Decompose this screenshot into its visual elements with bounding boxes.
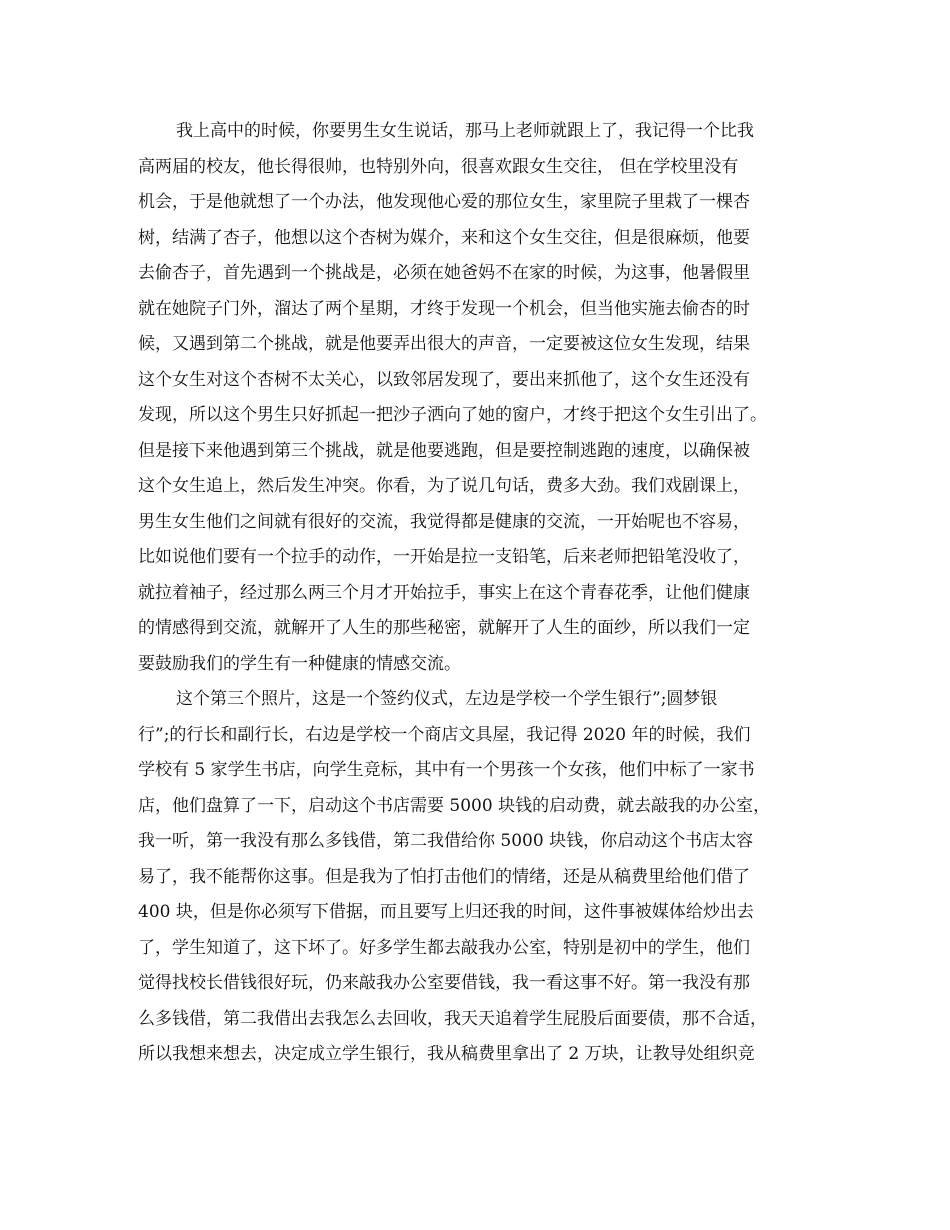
- text-line: 的情感得到交流，就解开了人生的那些秘密，就解开了人生的面纱，所以我们一定: [138, 618, 750, 638]
- text-line: 我一听，第一我没有那么多钱借，第二我借给你 5000 块钱，你启动这个书店太容: [138, 831, 754, 851]
- text-line: 学校有 5 家学生书店，向学生竞标，其中有一个男孩一个女孩，他们中标了一家书: [138, 760, 755, 780]
- document-body: [138, 114, 828, 1073]
- text-line: 高两届的校友，他长得很帅，也特别外向，很喜欢跟女生交往， 但在学校里没有: [138, 156, 739, 177]
- text-line: 店，他们盘算了一下，启动这个书店需要 5000 块钱的启动费，就去敲我的办公室，: [138, 795, 771, 816]
- text-line: 树，结满了杏子，他想以这个杏树为媒介，来和这个女生交往，但是很麻烦，他要: [138, 227, 750, 248]
- text-line: 易了，我不能帮你这事。但是我为了怕打击他们的情绪，还是从稿费里给他们借了: [138, 866, 750, 887]
- text-line: 要鼓励我们的学生有一种健康的情感交流。: [138, 653, 461, 674]
- text-line: 所以我想来想去，决定成立学生银行，我从稿费里拿出了 2 万块，让教导处组织竞: [138, 1044, 755, 1064]
- text-line: 就在她院子门外，溜达了两个星期，才终于发现一个机会，但当他实施去偷杏的时: [138, 298, 750, 319]
- text-line: 觉得找校长借钱很好玩，仍来敲我办公室要借钱，我一看这事不好。第一我没有那: [138, 973, 750, 993]
- text-line: 发现，所以这个男生只好抓起一把沙子洒向了她的窗户，才终于把这个女生引出了。: [138, 405, 767, 425]
- text-line: 这个第三个照片，这是一个签约仪式，左边是学校一个学生银行”;圆梦银: [176, 689, 718, 709]
- text-line: 了，学生知道了，这下坏了。好多学生都去敲我办公室，特别是初中的学生，他们: [138, 937, 750, 958]
- text-line: 400 块，但是你必须写下借据，而且要写上归还我的时间，这件事被媒体给炒出去: [138, 902, 754, 922]
- text-line: 比如说他们要有一个拉手的动作，一开始是拉一支铅笔，后来老师把铅笔没收了，: [138, 547, 750, 567]
- text-line: 我上高中的时候，你要男生女生说话，那马上老师就跟上了，我记得一个比我: [176, 121, 754, 141]
- text-line: 男生女生他们之间就有很好的交流，我觉得都是健康的交流，一开始呢也不容易，: [138, 511, 750, 532]
- text-line: 么多钱借，第二我借出去我怎么去回收，我天天追着学生屁股后面要债，那不合适，: [138, 1008, 767, 1029]
- text-line: 这个女生追上，然后发生冲突。你看，为了说几句话，费多大劲。我们戏剧课上，: [138, 476, 750, 496]
- text-line: 但是接下来他遇到第三个挑战，就是他要逃跑，但是要控制逃跑的速度，以确保被: [138, 440, 750, 461]
- text-line: 候，又遇到第二个挑战，就是他要弄出很大的声音，一定要被这位女生发现，结果: [138, 334, 750, 354]
- text-line: 去偷杏子，首先遇到一个挑战是，必须在她爸妈不在家的时候，为这事，他暑假里: [138, 263, 750, 283]
- text-line: 这个女生对这个杏树不太关心，以致邻居发现了，要出来抓他了，这个女生还没有: [138, 369, 750, 390]
- text-line: 行”;的行长和副行长，右边是学校一个商店文具屋，我记得 2020 年的时候，我们: [138, 724, 751, 745]
- text-line: 就拉着袖子，经过那么两三个月才开始拉手，事实上在这个青春花季，让他们健康: [138, 582, 750, 603]
- text-line: 机会，于是他就想了一个办法，他发现他心爱的那位女生，家里院子里栽了一棵杏: [138, 192, 750, 212]
